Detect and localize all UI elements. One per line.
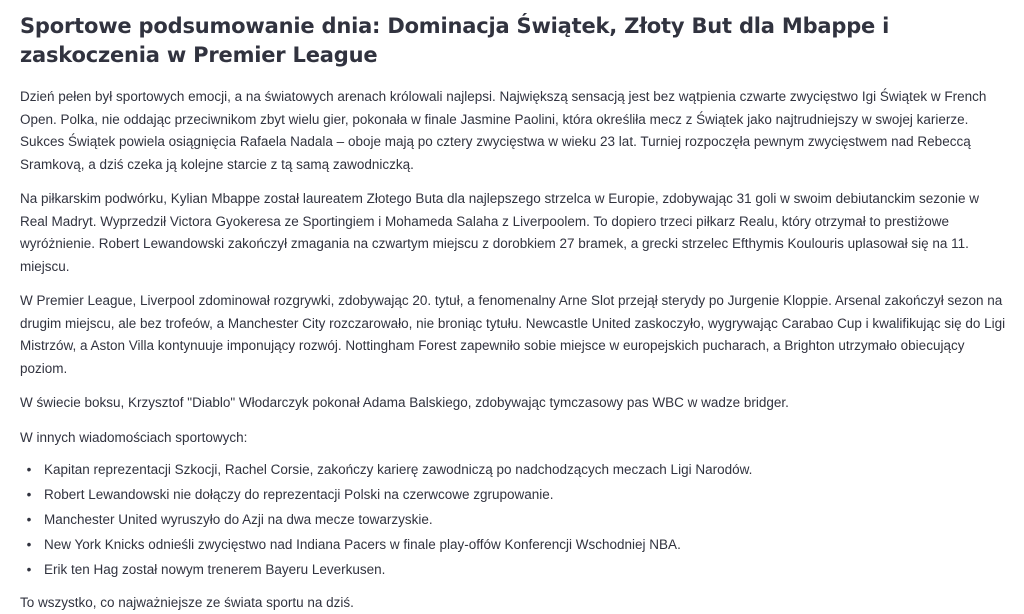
paragraph-tennis: Dzień pełen był sportowych emocji, a na światowych arenach królowali najlepsi. Największą sensacją jest bez wątpienia czwarte zwycięstwo Igi Świątek w French Open. Polka, nie oddając przeciwnikom zbyt wielu gier, pokonała w finale Jasmine Paolini, która określiła mecz z Świątek jako najtrudniejszy w swojej karierze. Sukces Świątek powiela osiągnięcia Rafaela Nadala – oboje mają po cztery zwycięstwa w wieku 23 lat. Turniej rozpoczęła pewnym zwycięstwem nad Rebeccą Sramkovą, a dziś czeka ją kolejne starcie z tą samą zawodniczką. — [20, 86, 1010, 176]
list-item — [44, 559, 1010, 582]
list-item — [44, 509, 1010, 532]
list-item — [44, 459, 1010, 482]
bullet-icon: • — [22, 559, 36, 582]
list-item-text: Manchester United wyruszyło do Azji na dwa mecze towarzyskie. — [44, 512, 433, 527]
paragraph-boxing: W świecie boksu, Krzysztof "Diablo" Włodarczyk pokonał Adama Balskiego, zdobywając tymczasowy pas WBC w wadze bridger. — [20, 392, 1010, 415]
paragraph-premier-league: W Premier League, Liverpool zdominował rozgrywki, zdobywając 20. tytuł, a fenomenalny Arne Slot przejął sterydy po Jurgenie Kloppie. Arsenal zakończył sezon na drugim miejscu, ale bez trofeów, a Manchester City rozczarowało, nie broniąc tytułu. Newcastle United zaskoczyło, wygrywając Carabao Cup i kwalifikując się do Ligi Mistrzów, a Aston Villa kontynuuje imponujący rozwój. Nottingham Forest zapewniło sobie miejsce w europejskich pucharach, a Brighton utrzymało obiecujący poziom. — [20, 290, 1010, 380]
list-item-text: New York Knicks odnieśli zwycięstwo nad Indiana Pacers w finale play-offów Konferencji Wschodniej NBA. — [44, 537, 681, 552]
bullet-icon: • — [22, 509, 36, 532]
news-list — [20, 459, 1010, 582]
list-item — [44, 534, 1010, 557]
list-item-text: Robert Lewandowski nie dołączy do reprezentacji Polski na czerwcowe zgrupowanie. — [44, 487, 554, 502]
article-title: Sportowe podsumowanie dnia: Dominacja Świątek, Złoty But dla Mbappe i zaskoczenia w Premier League — [20, 12, 1010, 70]
bullet-icon: • — [22, 534, 36, 557]
bullet-icon: • — [22, 484, 36, 507]
list-item-text: Erik ten Hag został nowym trenerem Bayeru Leverkusen. — [44, 562, 385, 577]
closing-paragraph: To wszystko, co najważniejsze ze świata sportu na dziś. — [20, 592, 1010, 614]
bullet-icon: • — [22, 459, 36, 482]
list-item-text: Kapitan reprezentacji Szkocji, Rachel Corsie, zakończy karierę zawodniczą po nadchodzących meczach Ligi Narodów. — [44, 462, 752, 477]
list-item — [44, 484, 1010, 507]
list-intro: W innych wiadomościach sportowych: — [20, 427, 1010, 450]
paragraph-football: Na piłkarskim podwórku, Kylian Mbappe został laureatem Złotego Buta dla najlepszego strzelca w Europie, zdobywając 31 goli w swoim debiutanckim sezonie w Real Madryt. Wyprzedził Victora Gyokeresa ze Sportingiem i Mohameda Salaha z Liverpoolem. To dopiero trzeci piłkarz Realu, który otrzymał to prestiżowe wyróżnienie. Robert Lewandowski zakończył zmagania na czwartym miejscu z dorobkiem 27 bramek, a grecki strzelec Efthymis Koulouris uplasował się na 11. miejscu. — [20, 188, 1010, 278]
